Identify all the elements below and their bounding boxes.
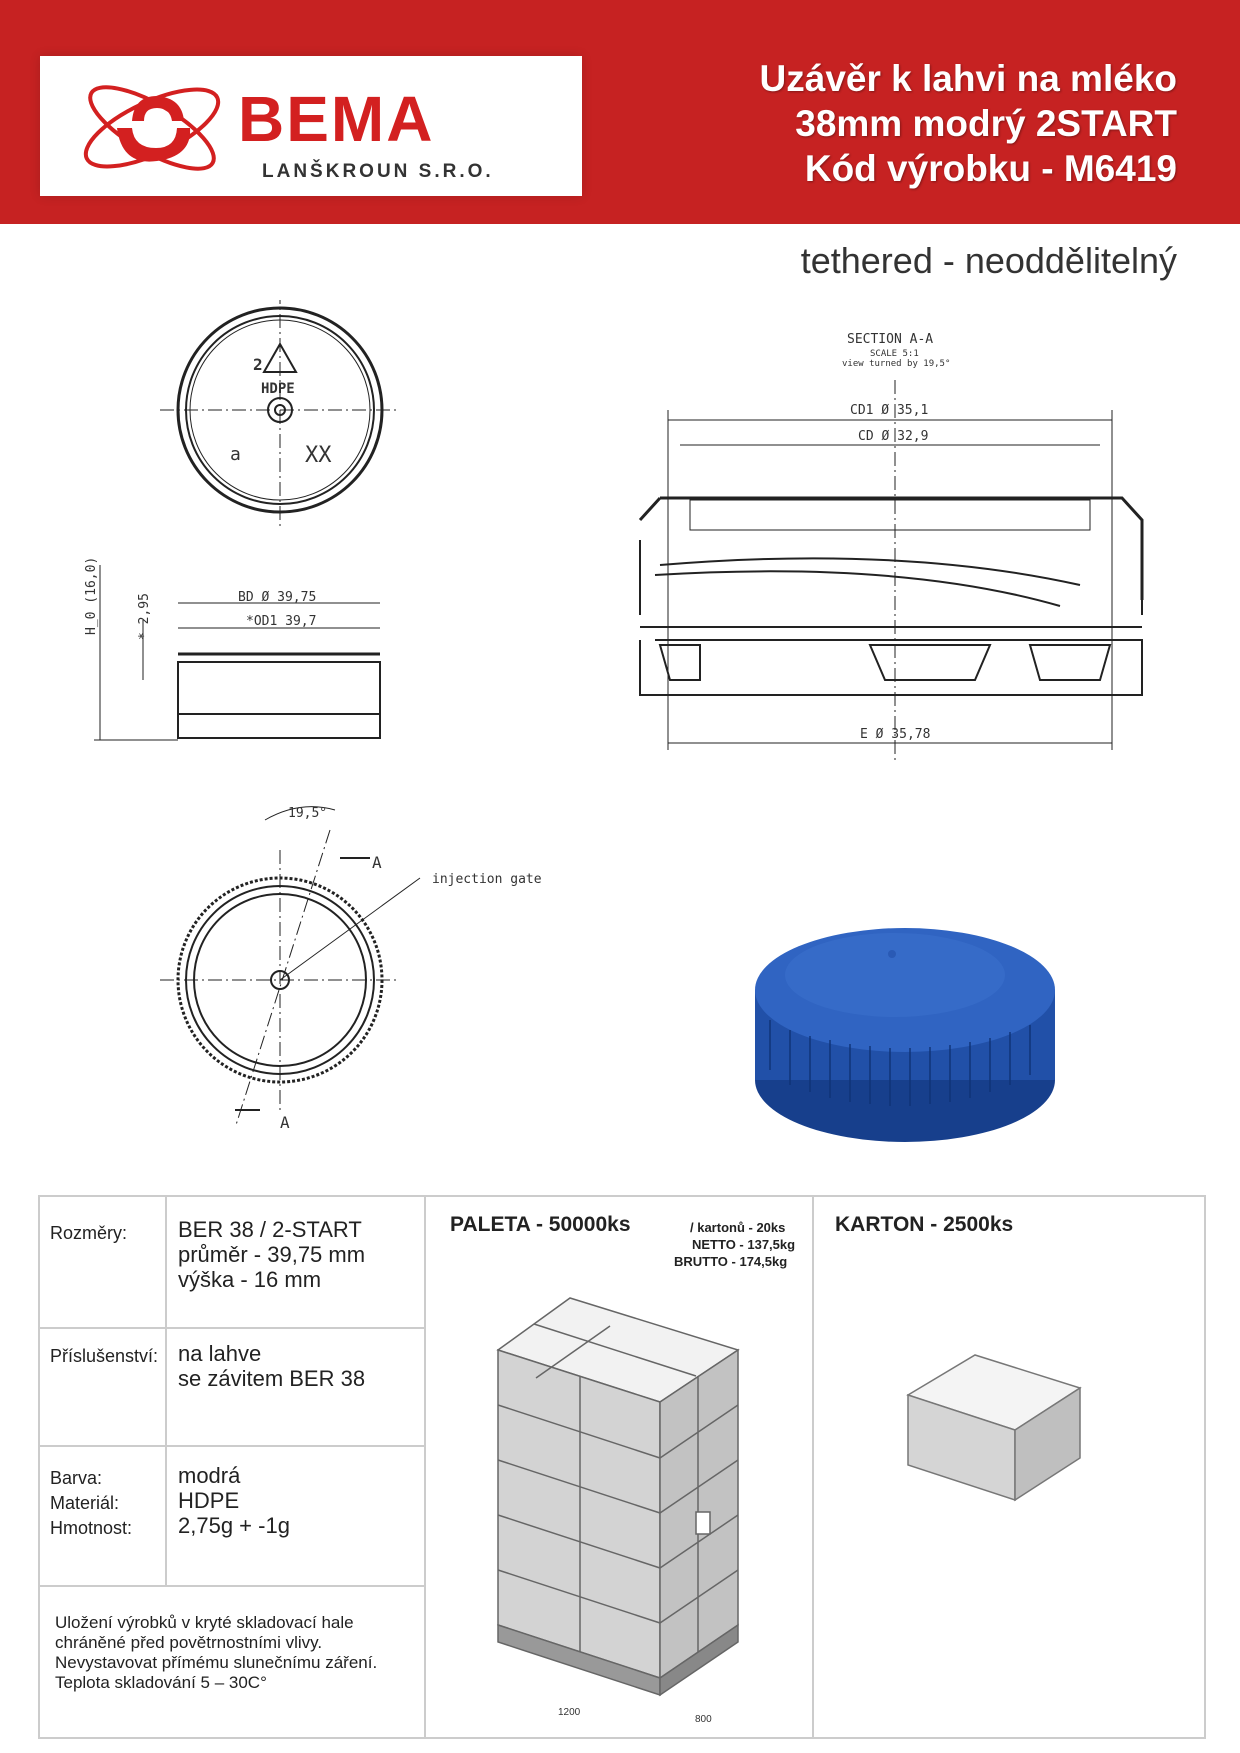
title-line-3: Kód výrobku - M6419 bbox=[804, 148, 1177, 189]
dim-angle: 19,5° bbox=[288, 806, 328, 821]
pallet-length: 1200 bbox=[558, 1707, 581, 1718]
prislusenstvi-label: Příslušenství: bbox=[50, 1346, 159, 1366]
material-label: Materiál: bbox=[50, 1493, 120, 1513]
logo-name: BEMA bbox=[238, 83, 435, 155]
hmotnost-value: 2,75g + -1g bbox=[178, 1513, 290, 1538]
dim-cd: CD Ø 32,9 bbox=[858, 429, 929, 444]
rozmery-line-2: průměr - 39,75 mm bbox=[178, 1242, 366, 1267]
xx-mark: XX bbox=[305, 443, 332, 468]
divider bbox=[165, 1195, 167, 1585]
recycle-code: 2 bbox=[253, 355, 263, 374]
bema-logo-icon bbox=[72, 66, 232, 191]
divider bbox=[812, 1195, 814, 1739]
product-title bbox=[760, 56, 1177, 191]
divider bbox=[38, 1327, 426, 1329]
hmotnost-label: Hmotnost: bbox=[50, 1518, 133, 1538]
logo-subtitle: LANŠKROUN S.R.O. bbox=[262, 161, 494, 182]
pallet-width: 800 bbox=[695, 1714, 712, 1725]
storage-note-4: Teplota skladování 5 – 30C° bbox=[55, 1673, 267, 1692]
title-line-1: Uzávěr k lahvi na mléko bbox=[759, 58, 1177, 99]
rozmery-line-1: BER 38 / 2-START bbox=[178, 1217, 362, 1242]
paleta-netto: NETTO - 137,5kg bbox=[692, 1237, 796, 1252]
prislusenstvi-line-1: na lahve bbox=[178, 1341, 262, 1366]
section-title: SECTION A-A bbox=[847, 332, 934, 347]
paleta-brutto: BRUTTO - 174,5kg bbox=[674, 1254, 788, 1269]
paleta-kartonu: / kartonů - 20ks bbox=[690, 1220, 786, 1235]
prislusenstvi-line-2: se závitem BER 38 bbox=[178, 1366, 366, 1391]
rozmery-line-3: výška - 16 mm bbox=[178, 1267, 322, 1292]
paleta-title: PALETA - 50000ks bbox=[450, 1213, 631, 1236]
section-marker-top: A bbox=[372, 853, 382, 872]
dim-height: * 2,95 bbox=[137, 593, 152, 640]
dim-bd: BD Ø 39,75 bbox=[238, 590, 317, 605]
dim-od1: *OD1 39,7 bbox=[246, 614, 317, 629]
divider bbox=[38, 1585, 426, 1587]
technical-drawing bbox=[0, 300, 1240, 1180]
section-scale: SCALE 5:1 bbox=[870, 349, 919, 359]
section-marker-bottom: A bbox=[280, 1113, 290, 1132]
dim-h0: H_0 (16,0) bbox=[84, 556, 99, 635]
section-view: view turned by 19,5° bbox=[842, 359, 951, 369]
dim-e: E Ø 35,78 bbox=[860, 727, 931, 742]
material-value: HDPE bbox=[178, 1488, 240, 1513]
cap-render bbox=[755, 928, 1055, 1142]
divider bbox=[424, 1195, 426, 1739]
storage-note-3: Nevystavovat přímému slunečnímu záření. bbox=[55, 1653, 378, 1672]
storage-note-2: chráněné před povětrnostními vlivy. bbox=[55, 1633, 323, 1652]
divider bbox=[38, 1445, 426, 1447]
barva-value: modrá bbox=[178, 1463, 241, 1488]
injection-gate-label: injection gate bbox=[432, 872, 542, 887]
header-banner bbox=[0, 0, 1240, 224]
a-mark: a bbox=[230, 444, 241, 465]
karton-title: KARTON - 2500ks bbox=[835, 1213, 1014, 1236]
product-subtitle: tethered - neoddělitelný bbox=[800, 240, 1177, 281]
barva-label: Barva: bbox=[50, 1468, 103, 1488]
carton-illustration bbox=[900, 1350, 1090, 1510]
material-mark: HDPE bbox=[261, 381, 295, 397]
rozmery-label: Rozměry: bbox=[50, 1223, 128, 1243]
title-line-2: 38mm modrý 2START bbox=[795, 103, 1177, 144]
company-logo bbox=[40, 56, 582, 196]
storage-note-1: Uložení výrobků v kryté skladovací hale bbox=[55, 1613, 354, 1632]
pallet-illustration bbox=[480, 1290, 750, 1730]
dim-cd1: CD1 Ø 35,1 bbox=[850, 403, 929, 418]
